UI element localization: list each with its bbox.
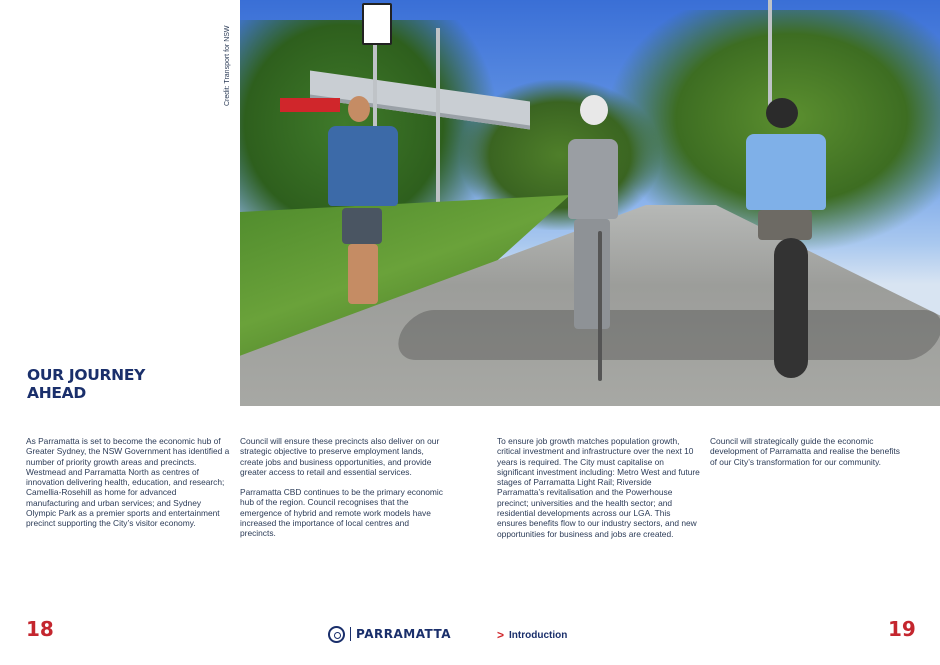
page-number-left: 18 xyxy=(26,617,54,641)
paragraph: To ensure job growth matches population growth, critical investment and infrastructure over the next 10 years is required. The City must capitalise on significant investment including: Metro West and future stages of Parramatta Light Rail; Riverside Parramatta’s revitalisation and the Powerhouse precinct; universities and the health sector; and residential developments across our LGA. This ensures benefits flow to our industry sectors, and new opportunities for business and jobs are created. xyxy=(497,436,700,539)
hero-photo xyxy=(240,0,940,406)
shadow xyxy=(391,310,940,360)
text-column-2 xyxy=(240,436,444,549)
text-column-4 xyxy=(710,436,900,477)
section-indicator xyxy=(497,628,567,642)
paragraph: Council will strategically guide the economic development of Parramatta and realise the benefits of our City’s transformation for our community. xyxy=(710,436,900,467)
section-label: Introduction xyxy=(509,629,568,641)
heading-line-2: AHEAD xyxy=(27,384,86,402)
heading-line-1: OUR JOURNEY xyxy=(27,366,146,384)
paragraph: Parramatta CBD continues to be the primary economic hub of the region. Council recognises that the emergence of hybrid and remote work models have increased the importance of local centres and precincts. xyxy=(240,487,443,539)
paragraph: As Parramatta is set to become the economic hub of Greater Sydney, the NSW Government has identified a number of priority growth areas and precincts. Westmead and Parramatta North as centres of innovation delivering health, education, and research; Camellia-Rosehill as home for advanced manufacturing and urban services; and Sydney Olympic Park as a premier sports and entertainment precinct supporting the City’s visitor economy. xyxy=(26,436,230,529)
station-sign xyxy=(280,98,340,112)
text-column-1 xyxy=(26,436,230,539)
logo-divider xyxy=(350,627,351,641)
shared-path-sign-icon xyxy=(362,3,392,45)
section-heading xyxy=(27,366,207,402)
light-pole xyxy=(436,28,440,218)
parramatta-logo xyxy=(328,624,451,644)
logo-text: PARRAMATTA xyxy=(356,627,452,641)
council-crest-icon xyxy=(328,626,345,643)
page-number-right: 19 xyxy=(888,617,916,641)
light-pole xyxy=(768,0,772,110)
text-column-3 xyxy=(497,436,701,549)
chevron-right-icon: > xyxy=(497,628,505,642)
photo-credit: Credit: Transport for NSW xyxy=(224,25,231,106)
paragraph: Council will ensure these precincts also deliver on our strategic objective to preserve employment lands, create jobs and business opportunities, and provide greater access to retail and essential services. xyxy=(240,436,440,477)
